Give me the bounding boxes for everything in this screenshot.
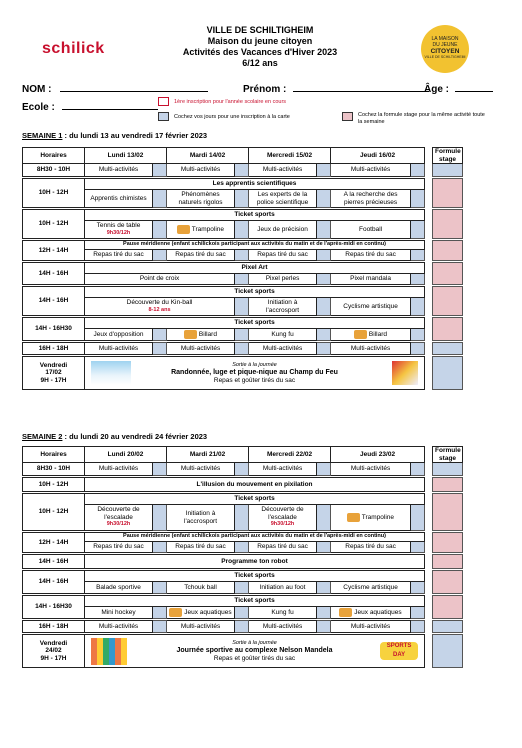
w1-r8-check1[interactable]: [153, 343, 167, 355]
w1-r6-c1: [85, 298, 235, 316]
w1-h-day2: Mardi 14/02: [167, 148, 249, 164]
w1-r7-c2-label: Billard: [198, 331, 217, 339]
week1-table: [22, 147, 500, 390]
w2-r7-c2: [167, 607, 235, 619]
w2-r4-time: 12H - 14H: [23, 533, 85, 553]
w2-fri-date: 24/02: [45, 647, 62, 655]
w1-r2-check2[interactable]: [235, 190, 249, 208]
w2-r4-c2: Repas tiré du sac: [167, 542, 235, 553]
w2-r1-check4[interactable]: [411, 463, 425, 476]
w1-h-day3: Mercredi 15/02: [249, 148, 331, 164]
w1-r7-formule-check[interactable]: [433, 318, 463, 341]
w1-r4-c2: Repas tiré du sac: [167, 250, 235, 261]
w1-r3-formule-check[interactable]: [433, 210, 463, 239]
w1-fri-date: 17/02: [45, 369, 62, 377]
w2-r7-formule-check[interactable]: [433, 596, 463, 619]
w1-r5-title: Pixel Art: [85, 263, 425, 274]
w1-fri-content: [85, 357, 425, 390]
w2-r6-c4: Cyclisme artistique: [331, 582, 411, 594]
w1-h-horaires: Horaires: [23, 148, 85, 164]
w1-r4-check3[interactable]: [317, 250, 331, 261]
w2-fri-time-cell: [23, 635, 85, 668]
sport-photo-icon: [354, 330, 367, 339]
w1-r3-c2: [167, 221, 235, 239]
w2-r6-c1: Balade sportive: [85, 582, 153, 594]
legend-pink-box: [342, 112, 353, 121]
w1-r6-check2[interactable]: [317, 298, 331, 316]
maison-logo-l1: LA MAISON: [431, 36, 459, 43]
w1-r1-check3[interactable]: [317, 164, 331, 177]
legend-red-box: [158, 97, 169, 106]
w2-r1-c2: Multi-activités: [167, 463, 235, 476]
w1-r3-c1: [85, 221, 153, 239]
legend-red-text: 1ère inscription pour l'année scolaire en cours: [174, 99, 287, 105]
w2-r3-check4[interactable]: [411, 505, 425, 531]
w2-r8-check4[interactable]: [411, 621, 425, 633]
w2-r5-title: Programme ton robot: [85, 555, 425, 569]
w1-r5-check3[interactable]: [411, 274, 425, 285]
w2-r6-title: Ticket sports: [85, 571, 425, 582]
w2-r4-title: Pause méridienne (enfant schilickois participant aux activités du matin et de l'après-midi en continu): [85, 533, 425, 542]
w1-r4-c1: Repas tiré du sac: [85, 250, 153, 261]
w2-r5-time: 14H - 16H: [23, 555, 85, 569]
w2-r8-check1[interactable]: [153, 621, 167, 633]
w2-r8-time: 16H - 18H: [23, 621, 85, 633]
w1-r8-time: 16H - 18H: [23, 343, 85, 355]
w1-r4-c3: Repas tiré du sac: [249, 250, 317, 261]
w1-r6-title: Ticket sports: [85, 287, 425, 298]
w2-r4-c3: Repas tiré du sac: [249, 542, 317, 553]
w2-fri-title: Journée sportive au complexe Nelson Mandela: [176, 647, 333, 655]
header-org: Maison du jeune citoyen: [207, 36, 313, 46]
w2-fri-time: 9H - 17H: [40, 654, 67, 662]
w2-r3-check2[interactable]: [235, 505, 249, 531]
w2-r3-c3-activity: Découverte de l'escalade: [261, 506, 304, 521]
w2-r1-formule-check[interactable]: [433, 463, 463, 476]
w2-r8-c3: Multi-activités: [249, 621, 317, 633]
w2-r6-check2[interactable]: [235, 582, 249, 594]
w1-r1-c3: Multi-activités: [249, 164, 317, 177]
w1-r2-c2: Phénomènes naturels rigolos: [167, 190, 235, 208]
w1-r7-title: Ticket sports: [85, 318, 425, 329]
w2-r7-title: Ticket sports: [85, 596, 425, 607]
w1-r3-c3: Jeux de précision: [249, 221, 317, 239]
w1-r7-c1: Jeux d'opposition: [85, 329, 153, 341]
w2-r1-check3[interactable]: [317, 463, 331, 476]
prenom-input-line[interactable]: [293, 82, 429, 92]
w2-r2-time: 10H - 12H: [23, 478, 85, 492]
w2-r2-title: L'illusion du mouvement en pixilation: [85, 478, 425, 492]
w2-h-formule: Formule stage: [433, 447, 463, 463]
w2-r1-c1: Multi-activités: [85, 463, 153, 476]
maison-logo-l4: VILLE DE SCHILTIGHEIM: [424, 55, 466, 60]
w2-r1-c4: Multi-activités: [331, 463, 411, 476]
maison-logo-l3: CITOYEN: [430, 48, 460, 56]
w1-r6-c1-activity: Découverte du Kin-ball: [126, 299, 193, 306]
w2-r8-c2: Multi-activités: [167, 621, 235, 633]
w1-r7-check3[interactable]: [317, 329, 331, 341]
w1-r3-time: 10H - 12H: [23, 210, 85, 239]
w2-r4-check3[interactable]: [317, 542, 331, 553]
w1-r1-check2[interactable]: [235, 164, 249, 177]
w2-r4-c4: Repas tiré du sac: [331, 542, 411, 553]
w1-r3-check3[interactable]: [317, 221, 331, 239]
w2-r8-check2[interactable]: [235, 621, 249, 633]
week1-title-label: SEMAINE 1: [22, 131, 63, 140]
header-age: 6/12 ans: [242, 58, 278, 68]
w2-r5-formule-check[interactable]: [433, 555, 463, 569]
w2-h-horaires: Horaires: [23, 447, 85, 463]
w2-r3-c4: [331, 505, 411, 531]
w2-r6-check1[interactable]: [153, 582, 167, 594]
nom-input-line[interactable]: [60, 82, 208, 92]
sport-photo-icon: [177, 225, 190, 234]
w2-r6-time: 14H - 16H: [23, 571, 85, 594]
w1-h-day4: Jeudi 16/02: [331, 148, 425, 164]
w1-r7-check4[interactable]: [411, 329, 425, 341]
w2-r4-c1: Repas tiré du sac: [85, 542, 153, 553]
ecole-input-line[interactable]: [62, 100, 158, 110]
w1-r8-check2[interactable]: [235, 343, 249, 355]
w1-r8-check4[interactable]: [411, 343, 425, 355]
week1-title: [22, 131, 207, 140]
w1-r2-formule-check[interactable]: [433, 179, 463, 208]
maison-logo: [421, 25, 469, 73]
w2-r6-c3: Initiation au foot: [249, 582, 317, 594]
w1-r8-c4: Multi-activités: [331, 343, 411, 355]
w1-r1-c1: Multi-activités: [85, 164, 153, 177]
w2-r3-c1: [85, 505, 153, 531]
w1-r4-c4: Repas tiré du sac: [331, 250, 411, 261]
w1-r6-check3[interactable]: [411, 298, 425, 316]
w2-fri-check[interactable]: [433, 635, 463, 668]
w1-r7-check2[interactable]: [235, 329, 249, 341]
week2-table: [22, 446, 500, 668]
w1-h-formule: Formule stage: [433, 148, 463, 164]
w1-r2-time: 10H - 12H: [23, 179, 85, 208]
w2-r2-formule-check[interactable]: [433, 478, 463, 492]
w1-r2-c1: Apprentis chimistes: [85, 190, 153, 208]
w1-fri-kicker: Sortie à la journée: [232, 361, 277, 368]
w2-fri-sub: Repas et goûter tirés du sac: [213, 654, 296, 662]
w1-r8-c3: Multi-activités: [249, 343, 317, 355]
nom-label: NOM :: [22, 84, 52, 95]
goals-grid-icon: [91, 638, 127, 665]
w1-fri-title: Randonnée, luge et pique-nique au Champ du Feu: [171, 369, 338, 377]
w2-r7-c4-label: Jeux aquatiques: [354, 609, 402, 617]
w1-r7-c2: [167, 329, 235, 341]
sports-day-badge: SPORTS DAY: [380, 642, 418, 660]
w2-r4-check4[interactable]: [411, 542, 425, 553]
w1-r8-check3[interactable]: [317, 343, 331, 355]
w1-r3-c1-activity: Tennis de table: [96, 222, 141, 229]
w2-r1-check2[interactable]: [235, 463, 249, 476]
w2-r7-check3[interactable]: [317, 607, 331, 619]
w2-r8-formule-check[interactable]: [433, 621, 463, 633]
w1-r3-check4[interactable]: [411, 221, 425, 239]
w2-h-day4: Jeudi 23/02: [331, 447, 425, 463]
w1-r6-c1-age: 8-12 ans: [148, 306, 171, 313]
w2-h-day2: Mardi 21/02: [167, 447, 249, 463]
w2-r8-c4: Multi-activités: [331, 621, 411, 633]
w2-r1-time: 8H30 - 10H: [23, 463, 85, 476]
w2-r8-c1: Multi-activités: [85, 621, 153, 633]
w2-r3-check3[interactable]: [317, 505, 331, 531]
w1-r8-c1: Multi-activités: [85, 343, 153, 355]
w1-r6-c3: Cyclisme artistique: [331, 298, 411, 316]
prenom-field[interactable]: [243, 82, 429, 95]
w1-r7-c4: [331, 329, 411, 341]
w2-r7-check4[interactable]: [411, 607, 425, 619]
w1-r2-c3: Les experts de la police scientifique: [249, 190, 317, 208]
w1-r2-c4: A la recherche des pierres précieuses: [331, 190, 411, 208]
w2-r7-time: 14H - 16H30: [23, 596, 85, 619]
week2-title: [22, 432, 207, 441]
w2-r7-check2[interactable]: [235, 607, 249, 619]
w2-r1-check1[interactable]: [153, 463, 167, 476]
w1-r3-c1-hours: 9h30/12h: [106, 229, 131, 236]
week2-title-dates: : du lundi 20 au vendredi 24 février 2023: [62, 432, 208, 441]
w1-r1-c4: Multi-activités: [331, 164, 411, 177]
w1-r5-c3: Pixel mandala: [331, 274, 411, 285]
w2-r4-check1[interactable]: [153, 542, 167, 553]
ecole-label: Ecole :: [22, 102, 55, 113]
ski-photo-icon: [91, 361, 131, 385]
sport-photo-icon: [339, 608, 352, 617]
age-label: Âge :: [424, 84, 449, 95]
w1-r5-c1: Point de croix: [85, 274, 235, 285]
w1-h-day1: Lundi 13/02: [85, 148, 167, 164]
w1-fri-day: Vendredi: [39, 361, 68, 369]
w1-r3-check2[interactable]: [235, 221, 249, 239]
page-header: [140, 25, 380, 69]
ecole-field[interactable]: [22, 100, 158, 113]
w2-r3-c2: Initiation à l'accrosport: [167, 505, 235, 531]
w2-r3-c1-activity: Découverte de l'escalade: [97, 506, 140, 521]
sport-photo-icon: [347, 513, 360, 522]
w1-r5-check1[interactable]: [235, 274, 249, 285]
w2-r3-check1[interactable]: [153, 505, 167, 531]
w1-r6-time: 14H - 16H: [23, 287, 85, 316]
w1-r8-c2: Multi-activités: [167, 343, 235, 355]
w2-r3-c3: [249, 505, 317, 531]
w1-fri-time: 9H - 17H: [40, 376, 67, 384]
w2-r1-c3: Multi-activités: [249, 463, 317, 476]
w1-r5-time: 14H - 16H: [23, 263, 85, 285]
w1-r2-check3[interactable]: [317, 190, 331, 208]
week2-title-label: SEMAINE 2: [22, 432, 63, 441]
w2-r6-formule-check[interactable]: [433, 571, 463, 594]
w2-r3-c4-label: Trampoline: [361, 514, 395, 522]
w2-h-day3: Mercredi 22/02: [249, 447, 331, 463]
w1-r4-title: Pause méridienne (enfant schilickois participant aux activités du matin et de l'après-midi en continu): [85, 241, 425, 250]
sport-photo-icon: [184, 330, 197, 339]
w2-r3-c3-hours: 9h30/12h: [270, 521, 295, 528]
w1-fri-check[interactable]: [433, 357, 463, 390]
w1-fri-time-cell: [23, 357, 85, 390]
w1-r3-check1[interactable]: [153, 221, 167, 239]
w1-r3-c2-label: Trampoline: [191, 226, 224, 234]
w2-r3-formule-check[interactable]: [433, 494, 463, 531]
w1-r4-formule-check[interactable]: [433, 241, 463, 261]
w2-r4-check2[interactable]: [235, 542, 249, 553]
w2-fri-content: [85, 635, 425, 668]
w1-r1-c2: Multi-activités: [167, 164, 235, 177]
w1-r1-time: 8H30 - 10H: [23, 164, 85, 177]
w1-r1-check4[interactable]: [411, 164, 425, 177]
w1-r5-check2[interactable]: [317, 274, 331, 285]
w1-fri-sub: Repas et goûter tirés du sac: [213, 376, 296, 384]
w1-r2-check1[interactable]: [153, 190, 167, 208]
schilick-logo: schilick: [42, 40, 105, 57]
w1-r7-c4-label: Billard: [368, 331, 387, 339]
w1-r7-c3: Kung fu: [249, 329, 317, 341]
w1-r1-check1[interactable]: [153, 164, 167, 177]
w2-r4-formule-check[interactable]: [433, 533, 463, 553]
w1-r3-title: Ticket sports: [85, 210, 425, 221]
w2-r7-c3: Kung fu: [249, 607, 317, 619]
w2-r3-c1-hours: 9h30/12h: [106, 521, 131, 528]
sledge-photo-icon: [392, 361, 418, 385]
w1-r2-check4[interactable]: [411, 190, 425, 208]
prenom-label: Prénom :: [243, 84, 287, 95]
w1-r5-formule-check[interactable]: [433, 263, 463, 285]
w1-r6-formule-check[interactable]: [433, 287, 463, 316]
w1-r8-formule-check[interactable]: [433, 343, 463, 355]
w1-r6-check1[interactable]: [235, 298, 249, 316]
w1-r3-c4: Football: [331, 221, 411, 239]
w2-fri-day: Vendredi: [39, 639, 68, 647]
w2-r7-c1: Mini hockey: [85, 607, 153, 619]
w2-r6-check3[interactable]: [317, 582, 331, 594]
w2-h-day1: Lundi 20/02: [85, 447, 167, 463]
w1-r1-formule-check[interactable]: [433, 164, 463, 177]
w2-r7-c2-label: Jeux aquatiques: [184, 609, 232, 617]
w1-r7-time: 14H - 16H30: [23, 318, 85, 341]
w2-r8-check3[interactable]: [317, 621, 331, 633]
w2-r7-check1[interactable]: [153, 607, 167, 619]
age-input-line[interactable]: [455, 82, 493, 92]
w1-r4-check2[interactable]: [235, 250, 249, 261]
w2-r7-c4: [331, 607, 411, 619]
legend-pink-text: Cochez la formule stage pour la même activité toute la semaine: [358, 112, 485, 125]
nom-field[interactable]: [22, 82, 208, 95]
week1-title-dates: : du lundi 13 au vendredi 17 février 2023: [62, 131, 208, 140]
legend-blue-text: Cochez vos jours pour une inscription à la carte: [174, 114, 290, 120]
w2-r6-c2: Tchouk ball: [167, 582, 235, 594]
w1-r7-check1[interactable]: [153, 329, 167, 341]
w2-r6-check4[interactable]: [411, 582, 425, 594]
w2-r3-time: 10H - 12H: [23, 494, 85, 531]
w2-fri-kicker: Sortie à la journée: [232, 639, 277, 646]
age-field[interactable]: [424, 82, 493, 95]
header-city: VILLE DE SCHILTIGHEIM: [206, 25, 314, 35]
w1-r2-title: Les apprentis scientifiques: [85, 179, 425, 190]
w1-r6-c2: Initiation à l'accrosport: [249, 298, 317, 316]
maison-logo-l2: DU JEUNE: [432, 41, 458, 48]
w2-r3-title: Ticket sports: [85, 494, 425, 505]
w1-r5-c2: Pixel perles: [249, 274, 317, 285]
w1-r4-time: 12H - 14H: [23, 241, 85, 261]
w1-r4-check1[interactable]: [153, 250, 167, 261]
sport-photo-icon: [169, 608, 182, 617]
legend-blue-box: [158, 112, 169, 121]
header-title: Activités des Vacances d'Hiver 2023: [182, 47, 338, 57]
w1-r4-check4[interactable]: [411, 250, 425, 261]
